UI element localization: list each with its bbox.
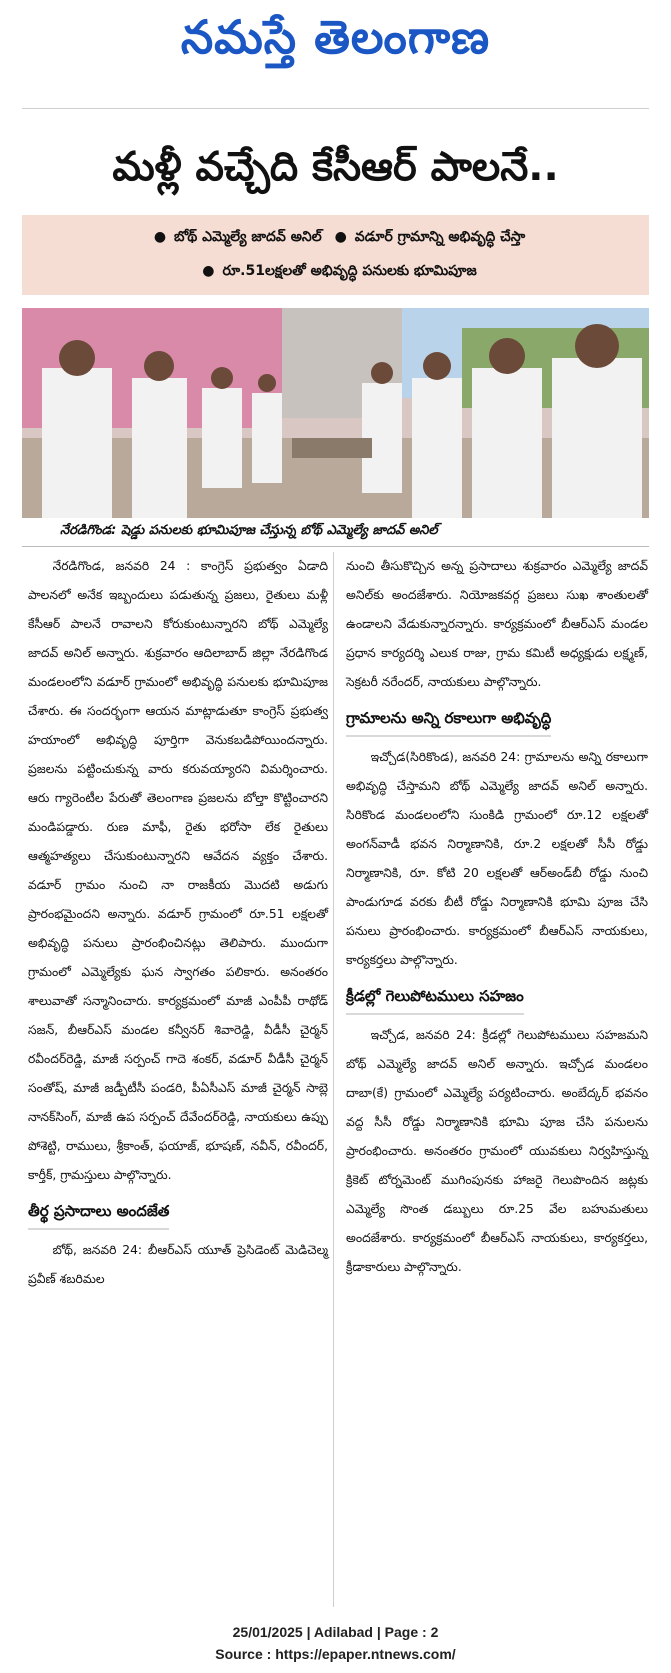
highlights-row-2 <box>22 259 649 283</box>
subheading: తీర్థ ప్రసాదాలు అందజేత <box>28 1194 169 1230</box>
article-paragraph: ఇచ్చోడ, జనవరి 24: క్రీడల్లో గెలుపోటములు సహజమని బోథ్ ఎమ్మెల్యే జాదవ్ అనిల్ అన్నారు. ఇచ్చోడ మండలం దాబా(కే) గ్రామంలో ఎమ్మెల్యే పర్యటించారు. అంబేద్కర్ భవనం వద్ద సీసీ రోడ్డు నిర్మాణానికి భూమి పూజ చేసి పనులను ప్రారంభించారు. అనంతరం గ్రామంలో యువకులు నిర్వహిస్తున్న క్రికెట్ టోర్నమెంట్ ముగింపునకు హాజరై గెలుపొందిన జట్లకు ఎమ్మెల్యే సొంత డబ్బులు రూ.25 వేల బహుమతులు అందజేశారు. కార్యక్రమంలో బీఆర్ఎస్ నాయకులు, కార్యకర్తలు, క్రీడాకారులు పాల్గొన్నారు. <box>346 1028 648 1274</box>
headline: మళ్లీ వచ్చేది కేసీఆర్ పాలనే.. <box>112 144 559 190</box>
highlight-2: వడూర్ గ్రామాన్ని అభివృద్ధి చేస్తా <box>354 229 526 245</box>
article-paragraph: నేరడిగొండ, జనవరి 24 : కాంగ్రెస్ ప్రభుత్వం ఏడాది పాలనలో అనేక ఇబ్బందులు పడుతున్న ప్రజలు, రైతులు మళ్లీ కేసీఆర్ పాలనే రావాలని కోరుకుంటున్నారని బోథ్ ఎమ్మెల్యే జాదవ్ అనిల్ అన్నారు. శుక్రవారం ఆదిలాబాద్ జిల్లా నేరడిగొండ మండలంలోని వడూర్ గ్రామంలో అభివృద్ధి పనులకు భూమిపూజ చేశారు. ఈ సందర్భంగా ఆయన మాట్లాడుతూ కాంగ్రెస్ ప్రభుత్వ హయాంలో అభివృద్ధి పూర్తిగా వెనుకబడిపోయిందన్నారు. ప్రజలను పట్టించుకున్న వారు కరువయ్యారని విమర్శించారు. ఆరు గ్యారెంటీల పేరుతో తెలంగాణ ప్రజలను బోల్తా కొట్టించారని మండిపడ్డారు. రుణ మాఫీ, రైతు భరోసా లేక రైతులు ఆత్మహత్యలు చేసుకుంటున్నారని ఆవేదన వ్యక్తం చేశారు. వడూర్ గ్రామం నుంచి నా రాజకీయ మొదటి అడుగు ప్రారంభమైందని అన్నారు. వడూర్ గ్రామంలో రూ.51 లక్షలతో అభివృద్ధి పనులు ప్రారంభించినట్లు తెలిపారు. ముందుగా గ్రామంలో ఎమ్మెల్యేకు ఘన స్వాగతం పలికారు. అనంతరం శాలువాతో సన్మానించారు. కార్యక్రమంలో మాజీ ఎంపీపీ రాథోడ్ సజన్, బీఆర్ఎస్ మండల కన్వీనర్ శివారెడ్డి, వీడీసీ చైర్మన్ రవీందర్‌రెడ్డి, మాజీ సర్పంచ్ గాదె శంకర్, వడూర్ వీడీసీ చైర్మన్ సంతోష్, మాజీ జడ్పీటీసీ పండరి, పీఏసీఎస్ మాజీ చైర్మన్ సాబ్లె నానక్‌సింగ్, మాజీ ఉప సర్పంచ్ దేవేందర్‌రెడ్డి, నాయకులు ఉప్పు పోశెట్టి, రాములు, శ్రీకాంత్, ఫయాజ్, భూషణ్, నవీన్, రవీందర్, కార్తీక్, గ్రామస్తులు పాల్గొన్నారు. <box>28 559 328 1182</box>
footer-source: Source : https://epaper.ntnews.com/ <box>215 1646 456 1662</box>
highlight-1: బోథ్ ఎమ్మెల్యే జాదవ్ అనిల్ <box>174 229 322 245</box>
photo-caption: నేరడిగొండ: షెడ్డు పనులకు భూమిపూజ చేస్తున్న బోథ్ ఎమ్మెల్యే జాదవ్ అనిల్ <box>60 523 438 538</box>
masthead-divider <box>22 108 649 109</box>
article-column-left <box>28 552 328 1294</box>
subheading: క్రీడల్లో గెలుపోటములు సహజం <box>346 979 524 1015</box>
article-paragraph: బోథ్, జనవరి 24: బీఆర్ఎస్ యూత్ ప్రెసిడెంట్ మెడిచెల్మ ప్రవీణ్ శబరిమల <box>28 1243 328 1286</box>
bullet-dot-icon: ● <box>153 229 167 245</box>
caption-divider <box>22 546 649 547</box>
article-column-right <box>346 552 648 1282</box>
column-divider <box>333 552 334 1607</box>
bullet-dot-icon: ● <box>202 263 215 279</box>
masthead-logo: నమస్తే తెలంగాణ <box>180 10 491 64</box>
subheading: గ్రామాలను అన్ని రకాలుగా అభివృద్ధి <box>346 701 551 737</box>
highlights-row-1 <box>22 225 649 249</box>
highlights-box <box>22 215 649 295</box>
news-photo <box>22 308 649 518</box>
bullet-dot-icon: ● <box>334 229 347 245</box>
article-paragraph: నుంచి తీసుకొచ్చిన అన్న ప్రసాదాలు శుక్రవారం ఎమ్మెల్యే జాదవ్ అనిల్‌కు అందజేశారు. నియోజకవర్గ ప్రజలు సుఖ శాంతులతో ఉండాలని వేడుకున్నారన్నారు. కార్యక్రమంలో బీఆర్ఎస్ మండల ప్రధాన కార్యదర్శి ఎలుక రాజు, గ్రామ కమిటీ అధ్యక్షుడు లక్ష్మణ్, సెక్రటరీ నరేందర్, నాయకులు పాల్గొన్నారు. <box>346 559 648 689</box>
highlight-3: రూ.51లక్షలతో అభివృద్ధి పనులకు భూమిపూజ <box>222 263 477 279</box>
article-paragraph: ఇచ్చోడ(సిరికొండ), జనవరి 24: గ్రామాలను అన్ని రకాలుగా అభివృద్ధి చేస్తామని బోథ్ ఎమ్మెల్యే జాదవ్ అనిల్ అన్నారు. సిరికొండ మండలంలోని సుంకిడి గ్రామంలో రూ.12 లక్షలతో అంగన్‌వాడీ భవన నిర్మాణానికి, రూ.2 లక్షలతో సీసీ రోడ్డు నిర్మాణానికి, రూ. కోటి 20 లక్షలతో ఆర్‌అండ్‌బీ రోడ్డు నుంచి పాండుగూడ వరకు బీటీ రోడ్డు నిర్మాణానికి భూమి పూజ చేసి పనులు ప్రారంభించారు. కార్యక్రమంలో బీఆర్ఎస్ నాయకులు, కార్యకర్తలు పాల్గొన్నారు. <box>346 750 648 967</box>
footer-date-edition: 25/01/2025 | Adilabad | Page : 2 <box>232 1624 439 1640</box>
